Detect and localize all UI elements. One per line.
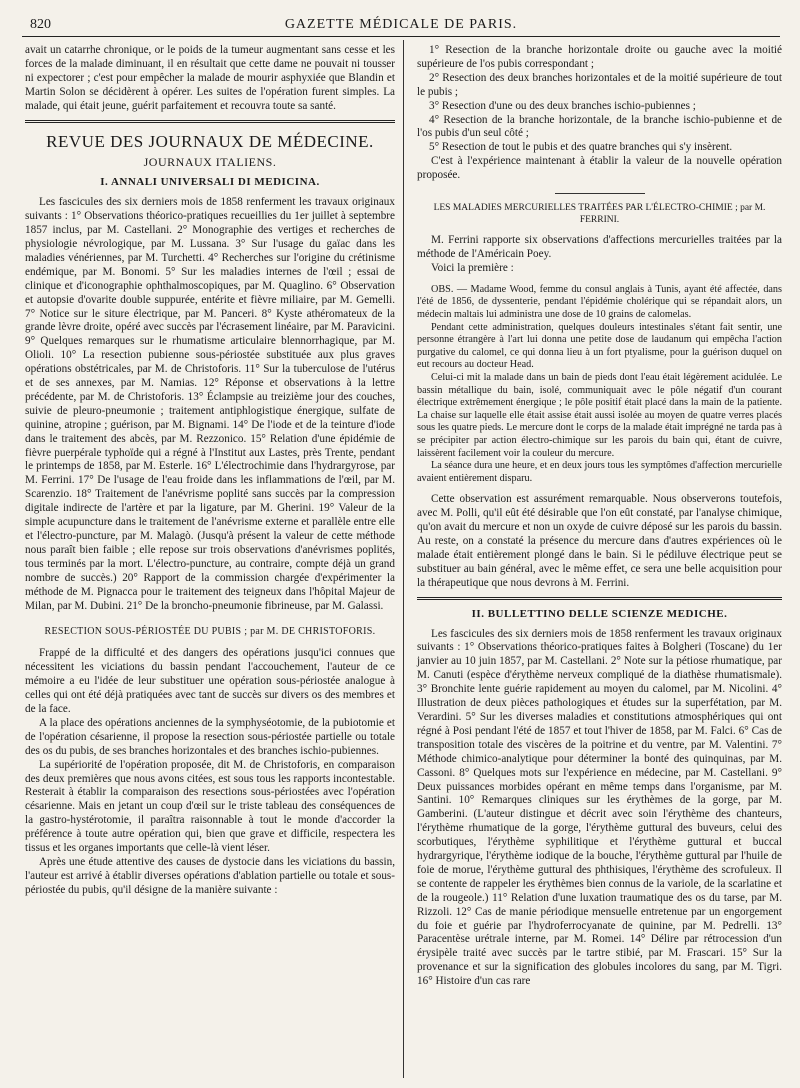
ferrini-paragraph-2: Voici la première : — [431, 261, 514, 274]
resection-paragraph-3: La supériorité de l'opération proposée, dit M. de Christoforis, en comparaison des deux premières que nous avons citées, est sous tous les rapports incontestable. Resterait à établir la comparaison des resections sous-périostées avec l'opération césarienne. Mais en jetant un coup d'œil sur le triste tableau des conséquences de la gastro-hystérotomie, il paraîtra raisonnable à tout le monde d'accorder la préférence à toute autre opération qui, bien que grave et difficile, respectera les tissus et les organes importants que celle-là vient léser. — [25, 758, 395, 855]
observation-block — [417, 284, 782, 486]
list-conclusion: C'est à l'expérience maintenant à établir la valeur de la nouvelle opération proposée. — [417, 155, 782, 182]
bulletino-paragraph: Les fascicules des six derniers mois de 1858 renferment les travaux originaux suivants : 1° Observations théorico-pratiques faites à Bolgheri (Toscane) du 1er janvier au 10 juin 1857, par M. Castellani. 2° Note sur la pétiose rhumatique, par M. Canuti (espèce d'érythème nerveux compliqué de la diathèse rhumatismale). 3° Bronchite lente guérie rapidement au moyen du calomel, par M. Nicolini. 4° Illustration de deux pièces pathologiques et études sur la superfétation, par M. Verardini. 5° Sur les diverses maladies et constitutions atmosphériques qui ont régné à Posi pendant l'été de 1857 et tout l'hiver de 1858, par M. Falci. 6° Cas de transposition totale des viscères de la poitrine et du ventre, par M. Valentini. 7° Méthode chimico-analytique pour déterminer la bonté des quinquinas, par M. Cassoni. 8° Quelques mots sur l'expérience en médecine, par M. Castellani. 9° Deux puissances morbides opérant en même temps dans l'organisme, par M. Santini. 10° Remarques cliniques sur les érythèmes de la gorge, par M. Gamberini. (L'auteur distingue et décrit avec soin l'érythème des chanteurs, l'érythème rhumatique de la gorge, l'érythème guttural des buveurs, celui des scorbutiques, l'érythème syphilitique et l'érythème guttural et buccal hydrargyrique, l'érythème iodique de la bouche, l'érythème guttural par l'huile de foie de morue, l'érythème guttural des phthisiques, l'érythème des scrofuleux. Il se contente de rappeler les érythèmes bien connus de la variole, de la scarlatine et de la rougeole.) 11° Relation d'une luxation traumatique des os du tarse, par M. Rizzoli. 12° Cas de manie périodique mensuelle entretenue par un engorgement du foie et guérie par l'hydroferrocyanate de quinine, par M. Pedrelli. 13° Paracentèse urétrale interne, par M. Romei. 14° Délire par rétrocession d'un érysipèle traité avec succès par le tartre stibié, par M. Frascari. 15° Sur la provenance et sur la signification des globules incolores du sang, par M. Tigri. 16° Histoire d'un cas rare — [417, 627, 782, 988]
ferrini-paragraph-1: M. Ferrini rapporte six observations d'affections mercurielles traitées par la méthode de l'Américain Poey. — [417, 234, 782, 260]
review-subtitle: JOURNAUX ITALIENS. — [143, 155, 277, 170]
bulletino-section-title: II. BULLETTINO DELLE SCIENZE MEDICHE. — [471, 607, 728, 620]
page-header — [22, 14, 780, 37]
column-divider — [403, 40, 404, 1078]
spacer — [417, 485, 782, 493]
list-item: 3° Resection d'une ou des deux branches ischio-pubiennes ; — [429, 99, 696, 112]
short-rule — [555, 193, 645, 194]
review-title: REVUE DES JOURNAUX DE MÉDECINE. — [46, 131, 374, 151]
resection-paragraph-4: Après une étude attentive des causes de dystocie dans les viciations du bassin, l'auteur est arrivé à établir diverses opérations d'ablation partielle ou totale et sous-périostée du pubis, qu'il désigne de la manière suivante : — [25, 855, 395, 896]
continued-paragraph: avait un catarrhe chronique, or le poids de la tumeur augmentant sans cesse et les forces de la malade diminuant, il en résultait que cette dame ne pouvait ni tousser ni expectorer ; c'est pour empêcher la malade de mourir asphyxiée que Blandin et Martin Solon se décidèrent à opérer. Les suites de l'opération furent simples. La malade, qui était jeune, guérit parfaitement et recouvra toute sa santé. — [25, 44, 395, 112]
journal-title: GAZETTE MÉDICALE DE PARIS. — [284, 17, 518, 32]
observation-paragraph-4: La séance dura une heure, et en deux jours tous les symptômes d'affection mercurielle avaient entièrement disparu. — [417, 460, 782, 484]
left-column — [25, 44, 395, 898]
list-item: 2° Resection des deux branches horizontales et de la moitié supérieure de tout le pubis ; — [417, 71, 782, 98]
observation-paragraph-2: Pendant cette administration, quelques douleurs intestinales s'étant fait sentir, une personne étrangère à l'art lui donna une petite dose de laudanum qui empêcha l'action purgative du calomel, ce qui donna lieu à un fort ptyalisme, pour la guérison duquel on eut recours au docteur Head. — [417, 321, 782, 371]
resection-list — [417, 44, 782, 155]
list-item: 5° Resection de tout le pubis et des quatre branches qui s'y insèrent. — [429, 141, 733, 154]
section-rule — [25, 120, 395, 123]
right-column — [417, 44, 782, 989]
page-number: 820 — [30, 17, 51, 32]
list-item: 4° Resection de la branche horizontale, de la branche ischio-pubienne et de l'os pubis d'un seul côté ; — [417, 113, 782, 140]
list-item: 1° Resection de la branche horizontale droite ou gauche avec la moitié supérieure de l'os pubis correspondant ; — [417, 44, 782, 70]
section-rule — [417, 597, 782, 600]
observation-paragraph-1: OBS. — Madame Wood, femme du consul anglais à Tunis, ayant été affectée, dans l'été de 1856, de dyssenterie, pendant l'épidémie cholérique qui se répandait alors, un médecin maltais lui administra une dose de 10 grains de calomelas. — [417, 283, 782, 320]
ferrini-article-title: LES MALADIES MERCURIELLES TRAITÉES PAR L'ÉLECTRO-CHIMIE ; par M. FERRINI. — [433, 203, 766, 226]
annali-section-title: I. ANNALI UNIVERSALI DI MEDICINA. — [100, 176, 320, 189]
annali-paragraph: Les fascicules des six derniers mois de 1858 renferment les travaux originaux suivants : 1° Observations théorico-pratiques recueillies du 1er juillet à septembre 1857 inclus, par M. Castellani. 2° Monographie des vertiges et recherches de physiologie névrologique, par M. Lussana. 3° Sur l'usage du gaïac dans les maladies vénériennes, par M. Turchetti. 4° Recherches sur l'origine du crétinisme endémique, par M. Bonomi. 5° Sur les maladies internes de l'œil ; essai de clinique et d'iconographie ophthalmoscopiques, par M. Quaglino. 6° Observation et autopsie d'ovarite double suppurée, entérite et fièvre miliaire, par M. Gemelli. 7° Notice sur le siture électrique, par M. Panceri. 8° Kyste athéromateux de la grande lèvre droite, opéré avec succès par l'écrasement linéaire, par M. Paravicini. 9° Quelques remarques sur le rhumatisme articulaire blennorrhagique, par M. Olioli. 10° La resection pubienne sous-périostée substituée aux plus graves opérations obstétricales, par M. de Christoforis. 11° Sur la tuberculose de l'utérus et de ses annexes, par M. Namias. 12° Réponse et observations à la lettre précédente, par M. de Christoforis. 13° Éclampsie au treizième jour des couches, suivie de pleuro-pneumonie ; traitement antiphlogistique énergique, sulfate de quinine, atropine ; guérison, par M. Bignami. 14° De l'iode et de la teinture d'iode dans le traitement des abcès, par M. Rezzonico. 15° Relation d'une épidémie de fièvre puerpérale typhoïde qui a régné à l'Institut aux Lastes, près Trente, pendant le printemps de 1858, par M. Esterle. 16° L'électrochimie dans l'hydrargyrose, par M. Ferrini. 17° De l'usage de l'eau froide dans les inflammations de l'œil, par M. Scarenzio. 18° Traitement de l'anévrisme poplité sans succès par la compression digitale indirecte de l'artère et par la ligature, par M. Gherini. 19° Valeur de la simple acupuncture dans le traitement de l'anévrisme externe et parallèle entre elle et l'électro-puncture, par M. Malagò. (Jusqu'à présent la valeur de cette méthode nous paraît bien faible ; elle repose sur trois observations d'anévrismes poplités, tous terminés par la mort. L'électro-puncture, au contraire, compte déjà un grand nombre de succès.) 20° Rapport de la commission chargée d'expérimenter la méthode de M. Pignacca pour le traitement des teigneux dans l'hôpital Majeur de Milan, par M. Dubini. 21° De la broncho-pneumonie fibrineuse, par M. Galassi. — [25, 196, 395, 612]
commentary-paragraph: Cette observation est assurément remarquable. Nous observerons toutefois, avec M. Polli, qu'il eût été désirable que l'on eût constaté, par l'analyse chimique, qu'on avait du mercure et non un oxyde de cuivre déposé sur les parois du bassin. Au reste, on a constaté la présence du mercure dans d'autres expériences où le malade était entièrement plongé dans le bain. Si le pédiluve électrique peut se substituer au bain général, avec le même effet, ce sera une belle acquisition pour la thérapeutique que nous devrons à M. Ferrini. — [417, 493, 782, 589]
resection-paragraph-1: Frappé de la difficulté et des dangers des opérations jusqu'ici connues que nécessitent les viciations du bassin pendant l'accouchement, l'auteur de ce mémoire a eu l'idée de leur substituer une opération sous-périostée analogue à celles qui ont été déjà pratiquées avec tant de succès sur divers os des membres et de la face. — [25, 647, 395, 715]
spacer — [417, 276, 782, 284]
observation-paragraph-3: Celui-ci mit la malade dans un bain de pieds dont l'eau était légèrement acidulée. Le bassin métallique du bain, isolé, communiquait avec le pôle négatif d'un courant électrique extrêmement énergique ; le pôle positif était placé dans la main de la patiente. La chaise sur laquelle elle était assise était aussi isolée au moyen de quatre verres placés sous les quatre pieds. Le mercure dont le corps de la malade était imprégné ne tarda pas à se précipiter par action électro-chimique sur les parois du bain qui, étant de cuivre, laissèrent facilement voir la couleur du mercure. — [417, 371, 782, 459]
resection-article-title: RESECTION SOUS-PÉRIOSTÉE DU PUBIS ; par M. DE CHRISTOFORIS. — [44, 626, 376, 638]
resection-paragraph-2: A la place des opérations anciennes de la symphyséotomie, de la pubiotomie et de l'opération césarienne, il propose la resection sous-périostée partielle ou totale des os du pubis, de ses branches horizontales et des branches ischio-pubiennes. — [25, 716, 395, 757]
